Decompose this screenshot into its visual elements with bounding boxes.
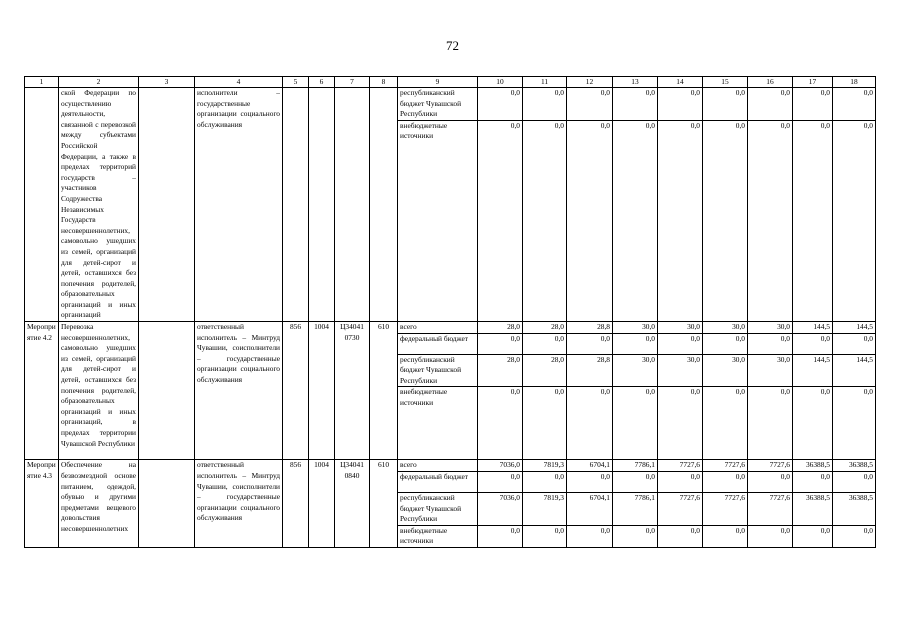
value-cell: 0,0 [523, 88, 567, 121]
value-cell: 28,0 [523, 322, 567, 334]
value-cell: 7786,1 [613, 493, 658, 526]
event-description: Обеспечение на безвозмездной основе питанием, одеждой, обувью и другими предметами вещевого довольствия несовершеннолетних [59, 460, 139, 548]
value-cell: 0,0 [478, 387, 523, 460]
column-number: 14 [658, 77, 703, 88]
column-number: 9 [398, 77, 478, 88]
value-cell: 0,0 [833, 525, 876, 547]
value-cell: 144,5 [793, 354, 833, 387]
vr-cell [370, 88, 398, 322]
value-cell: 7727,6 [703, 460, 748, 472]
funding-source: федеральный бюджет [398, 472, 478, 493]
value-cell: 28,8 [567, 354, 613, 387]
page-number: 72 [446, 38, 459, 53]
value-cell: 0,0 [478, 333, 523, 354]
value-cell: 0,0 [613, 387, 658, 460]
funding-source: республиканский бюджет Чувашской Республики [398, 88, 478, 121]
column-number: 1 [25, 77, 59, 88]
funding-source: внебюджетные источники [398, 525, 478, 547]
column-number: 8 [370, 77, 398, 88]
funding-source: республиканский бюджет Чувашской Республики [398, 354, 478, 387]
value-cell: 0,0 [793, 88, 833, 121]
value-cell: 30,0 [748, 322, 793, 334]
funding-source: всего [398, 322, 478, 334]
value-cell: 7819,3 [523, 460, 567, 472]
value-cell: 0,0 [703, 120, 748, 321]
csr-cell: Ц34041 0730 [335, 322, 370, 460]
value-cell: 0,0 [748, 333, 793, 354]
value-cell: 0,0 [567, 333, 613, 354]
event-description: ской Федерации по осуществлению деятельности, связанной с перевозкой между субъектами Российской Федерации, а также в пределах территорий государств – участников Содружества Независимых Государств несовершеннолетних, самовольно ушедших из семей, организаций для детей-сирот и детей, оставшихся без попечения родителей, образовательных организаций и иных организаций [59, 88, 139, 322]
value-cell: 30,0 [703, 322, 748, 334]
value-cell: 0,0 [748, 120, 793, 321]
value-cell: 0,0 [793, 333, 833, 354]
value-cell: 0,0 [748, 88, 793, 121]
value-cell: 30,0 [658, 354, 703, 387]
value-cell: 0,0 [478, 472, 523, 493]
value-cell: 0,0 [523, 472, 567, 493]
value-cell: 0,0 [658, 387, 703, 460]
value-cell: 0,0 [478, 88, 523, 121]
value-cell: 30,0 [748, 354, 793, 387]
executor-cell: ответственный исполнитель – Минтруд Чувашии, соисполнители – государственные организации социального обслуживания [195, 322, 283, 460]
value-cell: 7036,0 [478, 460, 523, 472]
value-cell: 0,0 [793, 525, 833, 547]
table-row [25, 460, 876, 472]
column-number: 3 [139, 77, 195, 88]
value-cell: 30,0 [703, 354, 748, 387]
value-cell: 7727,6 [658, 493, 703, 526]
value-cell: 0,0 [793, 120, 833, 321]
value-cell: 0,0 [567, 88, 613, 121]
value-cell: 0,0 [658, 472, 703, 493]
column-number: 12 [567, 77, 613, 88]
value-cell: 0,0 [703, 88, 748, 121]
value-cell: 0,0 [748, 387, 793, 460]
column-number: 4 [195, 77, 283, 88]
value-cell: 7036,0 [478, 493, 523, 526]
column-number: 18 [833, 77, 876, 88]
value-cell: 7727,6 [748, 493, 793, 526]
column-number: 7 [335, 77, 370, 88]
value-cell: 7819,3 [523, 493, 567, 526]
value-cell: 0,0 [833, 120, 876, 321]
value-cell: 144,5 [793, 322, 833, 334]
value-cell: 0,0 [833, 472, 876, 493]
column-number: 13 [613, 77, 658, 88]
value-cell: 0,0 [613, 525, 658, 547]
rzpr-cell [309, 88, 335, 322]
value-cell: 30,0 [613, 354, 658, 387]
empty-cell [139, 88, 195, 322]
vr-cell: 610 [370, 460, 398, 548]
funding-source: всего [398, 460, 478, 472]
rzpr-cell: 1004 [309, 322, 335, 460]
value-cell: 28,8 [567, 322, 613, 334]
value-cell: 0,0 [613, 88, 658, 121]
column-number: 2 [59, 77, 139, 88]
value-cell: 0,0 [523, 387, 567, 460]
csr-cell [335, 88, 370, 322]
value-cell: 36388,5 [833, 460, 876, 472]
grbs-cell: 856 [283, 322, 309, 460]
value-cell: 0,0 [703, 472, 748, 493]
value-cell: 0,0 [658, 120, 703, 321]
value-cell: 0,0 [523, 333, 567, 354]
value-cell: 0,0 [478, 525, 523, 547]
value-cell: 0,0 [567, 120, 613, 321]
value-cell: 0,0 [523, 120, 567, 321]
value-cell: 0,0 [833, 333, 876, 354]
value-cell: 0,0 [523, 525, 567, 547]
funding-source: внебюджетные источники [398, 387, 478, 460]
value-cell: 0,0 [703, 525, 748, 547]
value-cell: 0,0 [567, 387, 613, 460]
value-cell: 7786,1 [613, 460, 658, 472]
value-cell: 30,0 [613, 322, 658, 334]
header-row [25, 77, 876, 88]
value-cell: 30,0 [658, 322, 703, 334]
value-cell: 0,0 [658, 88, 703, 121]
column-number: 10 [478, 77, 523, 88]
value-cell: 0,0 [658, 525, 703, 547]
column-number: 11 [523, 77, 567, 88]
value-cell: 0,0 [793, 387, 833, 460]
grbs-cell: 856 [283, 460, 309, 548]
value-cell: 36388,5 [793, 493, 833, 526]
value-cell: 6704,1 [567, 493, 613, 526]
funding-source: внебюджетные источники [398, 120, 478, 321]
value-cell: 0,0 [478, 120, 523, 321]
column-number: 17 [793, 77, 833, 88]
value-cell: 0,0 [613, 120, 658, 321]
table-row [25, 322, 876, 334]
funding-source: федеральный бюджет [398, 333, 478, 354]
column-number: 16 [748, 77, 793, 88]
vr-cell: 610 [370, 322, 398, 460]
value-cell: 28,0 [478, 354, 523, 387]
value-cell: 0,0 [833, 387, 876, 460]
value-cell: 0,0 [703, 387, 748, 460]
value-cell: 36388,5 [833, 493, 876, 526]
event-code-cell [25, 88, 59, 322]
value-cell: 0,0 [748, 472, 793, 493]
value-cell: 0,0 [748, 525, 793, 547]
executor-cell: исполнители – государственные организации социального обслуживания [195, 88, 283, 322]
value-cell: 7727,6 [703, 493, 748, 526]
value-cell: 36388,5 [793, 460, 833, 472]
column-number: 5 [283, 77, 309, 88]
executor-cell: ответственный исполнитель – Минтруд Чувашии, соисполнители – государственные организации социального обслуживания [195, 460, 283, 548]
column-number: 6 [309, 77, 335, 88]
column-number: 15 [703, 77, 748, 88]
table-row [25, 88, 876, 121]
value-cell: 144,5 [833, 322, 876, 334]
event-code-cell: Мероприятие 4.2 [25, 322, 59, 460]
value-cell: 0,0 [613, 333, 658, 354]
value-cell: 0,0 [793, 472, 833, 493]
grbs-cell [283, 88, 309, 322]
value-cell: 0,0 [567, 525, 613, 547]
value-cell: 7727,6 [658, 460, 703, 472]
value-cell: 7727,6 [748, 460, 793, 472]
funding-source: республиканский бюджет Чувашской Республики [398, 493, 478, 526]
value-cell: 0,0 [833, 88, 876, 121]
value-cell: 28,0 [523, 354, 567, 387]
value-cell: 0,0 [567, 472, 613, 493]
budget-table [24, 76, 876, 548]
value-cell: 144,5 [833, 354, 876, 387]
value-cell: 0,0 [613, 472, 658, 493]
value-cell: 0,0 [703, 333, 748, 354]
event-code-cell: Мероприятие 4.3 [25, 460, 59, 548]
event-description: Перевозка несовершеннолетних, самовольно ушедших из семей, организаций для детей-сирот и детей, оставшихся без попечения родителей, образовательных организаций и иных организаций, в пределах территории Чувашской Республики [59, 322, 139, 460]
empty-cell [139, 460, 195, 548]
value-cell: 28,0 [478, 322, 523, 334]
value-cell: 6704,1 [567, 460, 613, 472]
value-cell: 0,0 [658, 333, 703, 354]
csr-cell: Ц34041 0840 [335, 460, 370, 548]
empty-cell [139, 322, 195, 460]
rzpr-cell: 1004 [309, 460, 335, 548]
